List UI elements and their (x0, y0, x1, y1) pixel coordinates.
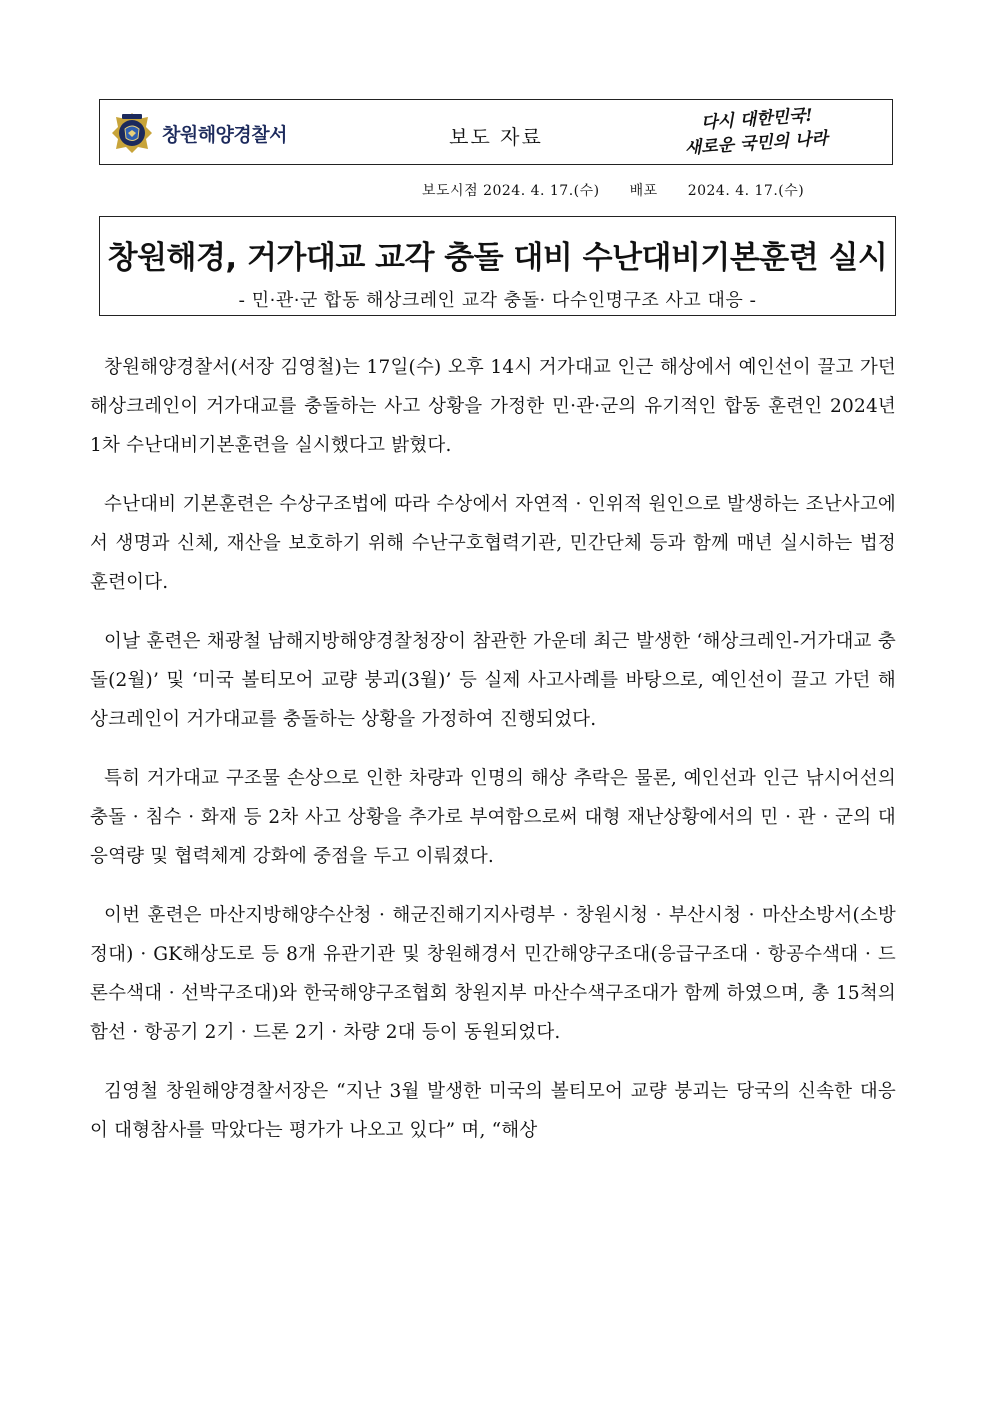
distribution-date: 2024. 4. 17.(수) (687, 183, 805, 199)
press-header (99, 99, 893, 165)
paragraph: 수난대비 기본훈련은 수상구조법에 따라 수상에서 자연적 · 인위적 원인으로 발생하는 조난사고에서 생명과 신체, 재산을 보호하기 위해 수난구호협력기관, 민간단체 등과 함께 매년 실시하는 법정훈련이다. (90, 494, 896, 593)
slogan (682, 99, 875, 166)
paragraph: 이날 훈련은 채광철 남해지방해양경찰청장이 참관한 가운데 최근 발생한 ‘해상크레인-거가대교 충돌(2월)’ 및 ‘미국 볼티모어 교량 붕괴(3월)’ 등 실제 사고사례를 바탕으로, 예인선이 끌고 가던 해상크레인이 거가대교를 충돌하는 상황을 가정하여 진행되었다. (90, 631, 896, 730)
report-time-date: 2024. 4. 17.(수) (483, 183, 600, 199)
document-type: 보도 자료 (449, 125, 543, 149)
paragraph: 창원해양경찰서(서장 김영철)는 17일(수) 오후 14시 거가대교 인근 해상에서 예인선이 끌고 가던 해상크레인이 거가대교를 충돌하는 사고 상황을 가정한 민·관·군의 유기적인 합동 훈련인 2024년 1차 수난대비기본훈련을 실시했다고 밝혔다. (90, 357, 896, 456)
sub-headline: - 민·관·군 합동 해상크레인 교각 충돌· 다수인명구조 사고 대응 - (238, 290, 757, 311)
headline: 창원해경, 거가대교 교각 충돌 대비 수난대비기본훈련 실시 (107, 240, 888, 276)
distribution-label: 배포 (629, 183, 658, 199)
org-name: 창원해양경찰서 (162, 123, 287, 146)
release-date-line (422, 180, 804, 200)
paragraph: 특히 거가대교 구조물 손상으로 인한 차량과 인명의 해상 추락은 물론, 예인선과 인근 낚시어선의 충돌 · 침수 · 화재 등 2차 사고 상황을 추가로 부여함으로써 대형 재난상황에서의 민 · 관 · 군의 대응역량 및 협력체계 강화에 중점을 두고 이뤄졌다. (90, 768, 896, 867)
headline-box (99, 216, 896, 316)
paragraph: 김영철 창원해양경찰서장은 “지난 3월 발생한 미국의 볼티모어 교량 붕괴는 당국의 신속한 대응이 대형참사를 막았다는 평가가 나오고 있다” 며, “해상 (90, 1081, 896, 1141)
report-time-label: 보도시점 (422, 183, 479, 199)
slogan-line-1: 다시 대한민국! (700, 105, 814, 134)
slogan-line-2: 새로운 국민의 나라 (684, 128, 829, 159)
paragraph: 이번 훈련은 마산지방해양수산청 · 해군진해기지사령부 · 창원시청 · 부산시청 · 마산소방서(소방정대) · GK해상도로 등 8개 유관기관 및 창원해경서 민간해양구조대(응급구조대 · 항공수색대 · 드론수색대 · 선박구조대)와 한국해양구조협회 창원지부 마산수색구조대가 함께 하였으며, 총 15척의 함선 · 항공기 2기 · 드론 2기 · 차량 2대 등이 동원되었다. (90, 905, 896, 1043)
article-body (90, 348, 896, 1170)
